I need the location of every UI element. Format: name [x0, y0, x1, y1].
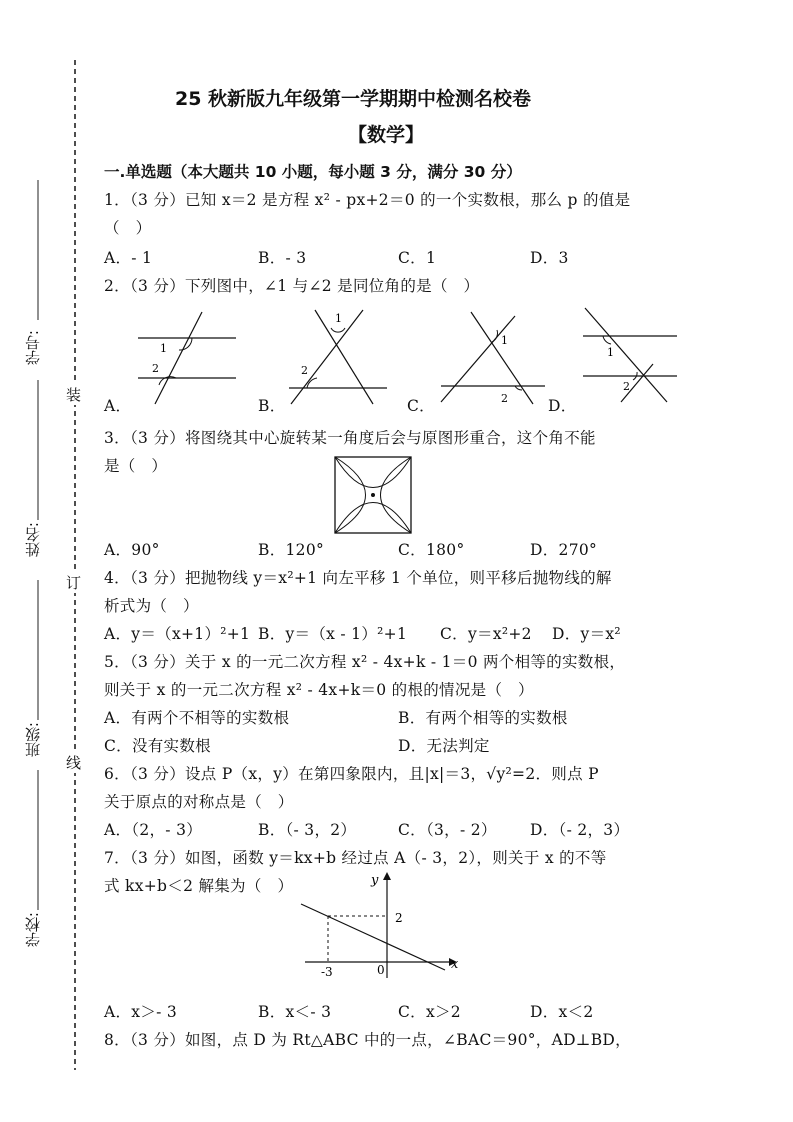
- svg-text:2: 2: [623, 380, 630, 393]
- q7-option-d: D．x＜2: [530, 1003, 594, 1021]
- q6-stem: 6．（3 分）设点 P（x，y）在第四象限内，且|x|＝3，√y²=2．则点 P: [104, 765, 599, 783]
- q6-stem-2: 关于原点的对称点是（ ）: [104, 793, 294, 811]
- q4-stem: 4．（3 分）把抛物线 y＝x²+1 向左平移 1 个单位，则平移后抛物线的解: [104, 569, 612, 587]
- origin-label: 0: [377, 963, 385, 977]
- q5-stem: 5．（3 分）关于 x 的一元二次方程 x² - 4x+k - 1＝0 两个相等的实数根，: [104, 653, 626, 671]
- angle-1-label: 1: [160, 342, 167, 355]
- q4-option-b: B．y＝（x - 1）²+1: [258, 625, 408, 643]
- q7-option-a: A．x＞- 3: [104, 1003, 178, 1021]
- q1-option-b: B．- 3: [258, 249, 307, 267]
- q7-stem: 7．（3 分）如图，函数 y＝kx+b 经过点 A（- 3，2），则关于 x 的不等: [104, 849, 607, 867]
- svg-text:2: 2: [501, 392, 508, 405]
- section-heading: 一.单选题（本大题共 10 小题，每小题 3 分，满分 30 分）: [104, 163, 522, 181]
- class-label: 班级:: [24, 722, 42, 758]
- q2-option-c: C．: [407, 397, 435, 415]
- q7-option-b: B．x＜- 3: [258, 1003, 332, 1021]
- svg-text:1: 1: [607, 346, 614, 359]
- q2-figure-c: [435, 310, 550, 410]
- q3-option-c: C．180°: [398, 541, 465, 559]
- q5-stem-2: 则关于 x 的一元二次方程 x² - 4x+k＝0 的根的情况是（ ）: [104, 681, 534, 699]
- x-tick-neg3: -3: [321, 965, 333, 979]
- q3-figure: [334, 456, 414, 536]
- q5-option-b: B．有两个相等的实数根: [398, 709, 568, 727]
- q6-option-a: A．（2，- 3）: [104, 821, 203, 839]
- q3-option-a: A．90°: [104, 541, 160, 559]
- q6-option-b: B．（- 3，2）: [258, 821, 357, 839]
- q4-option-d: D．y＝x²: [552, 625, 621, 643]
- binding-margin-lines: [0, 0, 100, 1122]
- binding-char-ding: 订: [66, 574, 82, 592]
- svg-text:1: 1: [335, 312, 342, 325]
- q2-figure-a: [130, 310, 245, 410]
- binding-char-xian: 线: [66, 754, 82, 772]
- q1-option-d: D．3: [530, 249, 569, 267]
- q3-option-d: D．270°: [530, 541, 598, 559]
- q1-stem-2: （ ）: [104, 219, 152, 237]
- q7-option-c: C．x＞2: [398, 1003, 461, 1021]
- q2-option-a: A．: [104, 397, 132, 415]
- angle-2-label: 2: [152, 362, 159, 375]
- y-tick-2: 2: [395, 911, 403, 925]
- q2-option-b: B．: [258, 397, 286, 415]
- svg-text:1: 1: [501, 334, 508, 347]
- q3-option-b: B．120°: [258, 541, 325, 559]
- q2-stem: 2．（3 分）下列图中，∠1 与∠2 是同位角的是（ ）: [104, 277, 480, 295]
- subject-title: 【数学】: [348, 124, 425, 146]
- q5-option-d: D．无法判定: [398, 737, 490, 755]
- q4-option-c: C．y＝x²+2: [440, 625, 532, 643]
- y-axis-label: y: [371, 873, 379, 888]
- q4-option-a: A．y＝（x+1）²+1: [104, 625, 251, 643]
- q8-stem: 8．（3 分）如图，点 D 为 Rt△ABC 中的一点，∠BAC＝90°，AD⊥BD，: [104, 1031, 631, 1049]
- page-title: 25 秋新版九年级第一学期期中检测名校卷: [175, 88, 532, 110]
- q2-option-d: D．: [548, 397, 577, 415]
- q5-option-c: C．没有实数根: [104, 737, 211, 755]
- svg-text:2: 2: [301, 364, 308, 377]
- q4-stem-2: 析式为（ ）: [104, 597, 199, 615]
- q1-option-a: A．- 1: [104, 249, 153, 267]
- q2-figure-b: [285, 306, 395, 410]
- q7-graph: [295, 868, 470, 980]
- q1-option-c: C．1: [398, 249, 437, 267]
- q3-stem: 3．（3 分）将图绕其中心旋转某一角度后会与原图形重合，这个角不能: [104, 429, 596, 447]
- x-axis-label: x: [451, 957, 459, 972]
- q3-stem-2: 是（ ）: [104, 457, 168, 475]
- q6-option-d: D．（- 2，3）: [530, 821, 630, 839]
- name-label: 姓名:: [24, 522, 42, 558]
- q5-option-a: A．有两个不相等的实数根: [104, 709, 290, 727]
- q7-stem-2: 式 kx+b＜2 解集为（ ）: [104, 877, 294, 895]
- binding-char-zhuang: 装: [66, 386, 82, 404]
- q6-option-c: C．（3，- 2）: [398, 821, 497, 839]
- q1-stem: 1．（3 分）已知 x＝2 是方程 x² - px+2＝0 的一个实数根，那么 p 的值是: [104, 191, 631, 209]
- student-id-label: 学号:: [24, 330, 42, 366]
- q2-figure-d: [575, 304, 685, 408]
- school-label: 学校:: [24, 912, 42, 948]
